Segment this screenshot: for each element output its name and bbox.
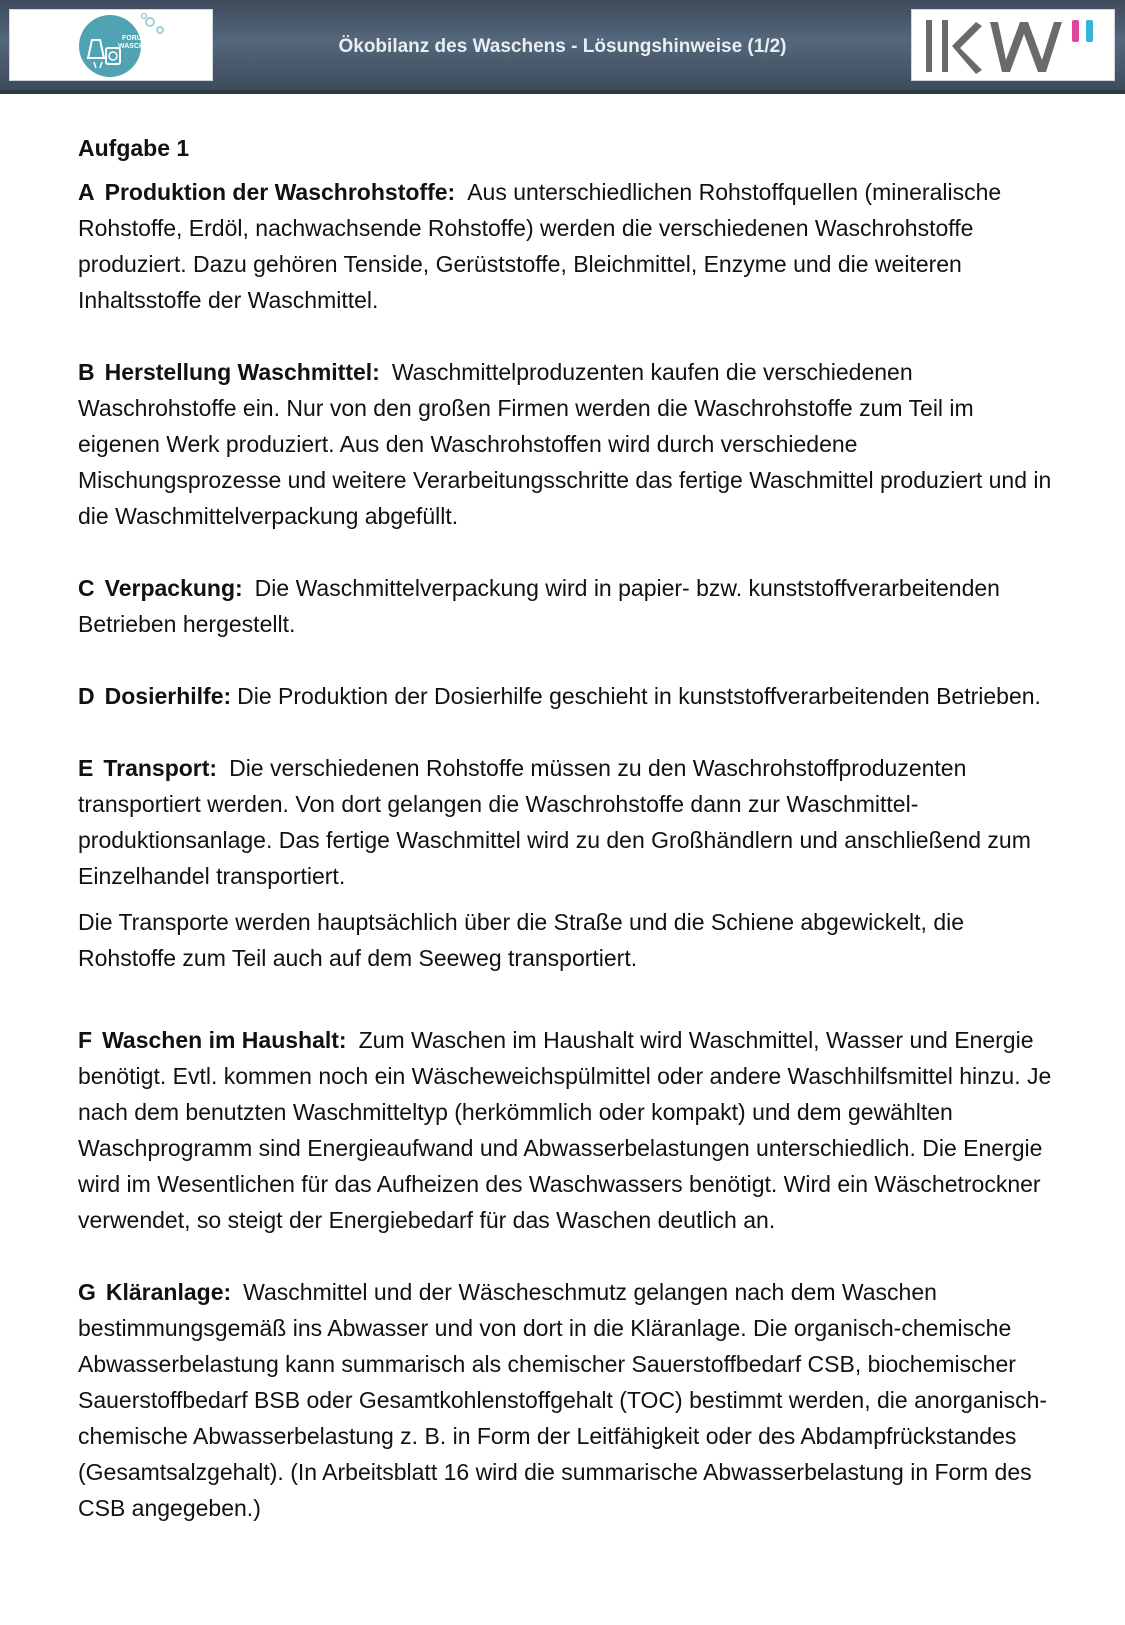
section-f-label: Waschen im Haushalt: [102, 1027, 347, 1053]
section-e [78, 750, 1056, 976]
section-b-text: Waschmittelproduzenten kaufen die verschiedenen Waschrohstoffe ein. Nur von den großen Firmen werden die Waschrohstoffe zum Teil im eigenen Werk produziert. Aus den Waschrohstoffen wird durch verschiedene Mischungsprozesse und weitere Verarbeitungsschritte das fertige Waschmittel produziert und in die Waschmittelverpackung abgefüllt. [78, 359, 1052, 529]
section-e-letter: E [78, 755, 94, 781]
section-a [78, 174, 1056, 318]
task-heading: Aufgabe 1 [78, 135, 190, 161]
section-e-text: Die verschiedenen Rohstoffe müssen zu den Waschrohstoffproduzenten transportiert werden. Von dort gelangen die Waschrohstoffe dann zur Waschmittel-produktionsanlage. Das fertige Waschmittel wird zu den Großhändlern und anschließend zum Einzelhandel transportiert. [78, 755, 1031, 889]
section-b-letter: B [78, 359, 95, 385]
document-body [78, 130, 1056, 1562]
section-a-letter: A [78, 179, 95, 205]
section-d-letter: D [78, 683, 95, 709]
ikw-logo-text: IKW [912, 10, 914, 11]
ikw-logo [911, 9, 1115, 81]
section-d [78, 678, 1056, 714]
section-g-text: Waschmittel und der Wäscheschmutz gelangen nach dem Waschen bestimmungsgemäß ins Abwasser und von dort in die Kläranlage. Die organisch-chemische Abwasserbelastung kann summarisch als chemischer Sauerstoffbedarf CSB, biochemischer Sauerstoffbedarf BSB oder Gesamtkohlenstoffgehalt (TOC) bestimmt werden, die anorganisch-chemische Abwasserbelastung z. B. in Form der Leitfähigkeit oder des Abdampfrückstandes (Gesamtsalzgehalt). (In Arbeitsblatt 16 wird die summarische Abwasserbelastung in Form des CSB angegeben.) [78, 1279, 1048, 1521]
ikw-logo-icon [912, 10, 1114, 80]
section-d-text: Die Produktion der Dosierhilfe geschieht in kunststoffverarbeitenden Betrieben. [237, 683, 1041, 709]
section-a-paragraph [78, 174, 1056, 318]
section-a-text: Aus unterschiedlichen Rohstoffquellen (mineralische Rohstoffe, Erdöl, nachwachsende Rohstoffe) werden die verschiedenen Waschrohstoffe produziert. Dazu gehören Tenside, Gerüststoffe, Bleichmittel, Enzyme und die weiteren Inhaltsstoffe der Waschmittel. [78, 179, 1002, 313]
section-d-paragraph [78, 678, 1056, 714]
section-e-extra-paragraph: Die Transporte werden hauptsächlich über die Straße und die Schiene abgewickelt, die Rohstoffe zum Teil auch auf dem Seeweg transportiert. [78, 909, 965, 971]
section-b-label: Herstellung Waschmittel: [104, 359, 380, 385]
section-c-letter: C [78, 575, 95, 601]
section-g-label: Kläranlage: [105, 1279, 232, 1305]
section-b [78, 354, 1056, 534]
section-d-label: Dosierhilfe: [104, 683, 232, 709]
page-header [0, 0, 1125, 94]
section-c-text: Die Waschmittelverpackung wird in papier- bzw. kunststoffverarbeitenden Betrieben hergestellt. [78, 575, 1000, 637]
section-f [78, 1022, 1056, 1238]
section-c [78, 570, 1056, 642]
section-b-paragraph [78, 354, 1056, 534]
section-f-text: Zum Waschen im Haushalt wird Waschmittel, Wasser und Energie benötigt. Evtl. kommen noch ein Wäscheweichspülmittel oder andere Waschhilfsmittel hinzu. Je nach dem benutzten Waschmitteltyp (herkömmlich oder kompakt) und dem gewählten Waschprogramm sind Energieaufwand und Abwasserbelastungen unterschiedlich. Die Energie wird im Wesentlichen für das Aufheizen des Waschwassers benötigt. Wird ein Wäschetrockner verwendet, so steigt der Energiebedarf für das Waschen deutlich an. [78, 1027, 1052, 1233]
section-e-paragraph [78, 750, 1056, 894]
section-f-letter: F [78, 1027, 93, 1053]
section-g-paragraph [78, 1274, 1056, 1526]
forum-waschen-logo [9, 9, 213, 81]
forum-logo-text-1: FORUM [122, 35, 148, 42]
page-title: Ökobilanz des Waschens - Lösungshinweise (1/2) [338, 36, 787, 57]
section-c-paragraph [78, 570, 1056, 642]
section-e-label: Transport: [103, 755, 218, 781]
forum-logo-text-2: WASCHEN [118, 43, 154, 50]
section-f-paragraph [78, 1022, 1056, 1238]
section-g-letter: G [78, 1279, 96, 1305]
section-g [78, 1274, 1056, 1526]
section-a-label: Produktion der Waschrohstoffe: [104, 179, 456, 205]
section-c-label: Verpackung: [104, 575, 243, 601]
forum-waschen-logo-icon [10, 10, 212, 80]
